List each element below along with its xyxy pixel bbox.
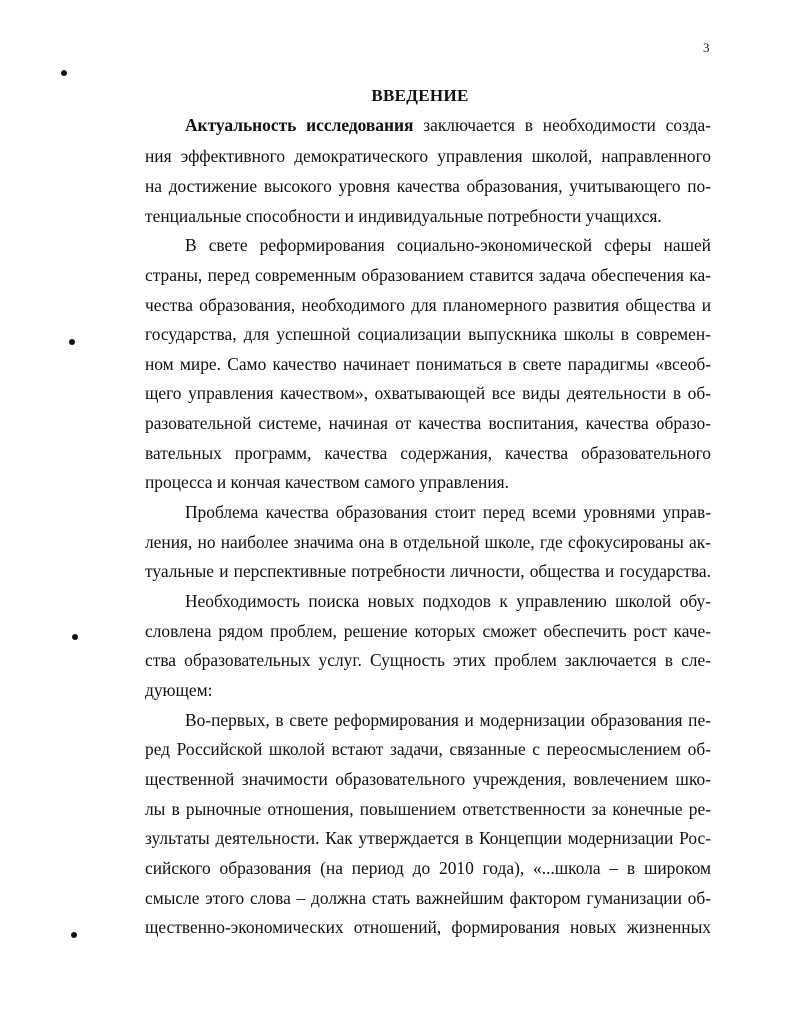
- text-line: щественно-экономических отношений, формирования новых жизненных: [145, 917, 711, 937]
- text-line: ния эффективного демократического управления школой, направленного: [145, 146, 711, 166]
- text-line: государства, для успешной социализации выпускника школы в современ-: [145, 324, 711, 344]
- text-line: Проблема качества образования стоит перед всеми уровнями управ-: [185, 502, 711, 522]
- text-line: ления, но наиболее значима она в отдельной школе, где сфокусированы ак-: [145, 532, 711, 552]
- text-line: разовательной системе, начиная от качества воспитания, качества образо-: [145, 413, 711, 433]
- text-line: зультаты деятельности. Как утверждается в Концепции модернизации Рос-: [145, 828, 711, 848]
- text-line: дующем:: [145, 680, 213, 700]
- margin-dot-3: [72, 634, 78, 640]
- margin-dot-1: [61, 70, 67, 76]
- page-title: ВВЕДЕНИЕ: [371, 86, 469, 105]
- text-line: ства образовательных услуг. Сущность этих проблем заключается в сле-: [145, 650, 711, 670]
- text-line: [185, 114, 711, 136]
- text-line: щего управления качеством», охватывающей все виды деятельности в об-: [145, 383, 711, 403]
- text-line: В свете реформирования социально-экономической сферы нашей: [185, 235, 711, 255]
- text-line: словлена рядом проблем, решение которых сможет обеспечить рост каче-: [145, 621, 711, 641]
- text-line: ред Российской школой встают задачи, связанные с переосмыслением об-: [145, 739, 711, 759]
- bold-term: Актуальность исследования: [185, 115, 414, 135]
- margin-dot-4: [71, 932, 77, 938]
- text-line: сийского образования (на период до 2010 года), «...школа – в широком: [145, 858, 711, 878]
- text-line: тенциальные способности и индивидуальные потребности учащихся.: [145, 206, 662, 226]
- text-line: туальные и перспективные потребности личности, общества и государства.: [145, 561, 711, 581]
- text-line: чества образования, необходимого для планомерного развития общества и: [145, 295, 711, 315]
- text-line: Необходимость поиска новых подходов к управлению школой обу-: [185, 591, 711, 611]
- text-line: лы в рыночные отношения, повышением ответственности за конечные ре-: [145, 799, 711, 819]
- text-line: страны, перед современным образованием ставится задача обеспечения ка-: [145, 265, 711, 285]
- text-line: Во-первых, в свете реформирования и модернизации образования пе-: [185, 710, 711, 730]
- text-line: смысле этого слова – должна стать важнейшим фактором гуманизации об-: [145, 888, 711, 908]
- text-line: щественной значимости образовательного учреждения, вовлечением шко-: [145, 769, 711, 789]
- text-span: заключается в необходимости созда-: [413, 115, 711, 135]
- text-line: процесса и кончая качеством самого управления.: [145, 472, 509, 492]
- margin-dot-2: [69, 339, 75, 345]
- text-line: ном мире. Само качество начинает пониматься в свете парадигмы «всеоб-: [145, 354, 711, 374]
- page-number: 3: [703, 40, 710, 55]
- text-line: на достижение высокого уровня качества образования, учитывающего по-: [145, 176, 711, 196]
- text-line: вательных программ, качества содержания, качества образовательного: [145, 443, 711, 463]
